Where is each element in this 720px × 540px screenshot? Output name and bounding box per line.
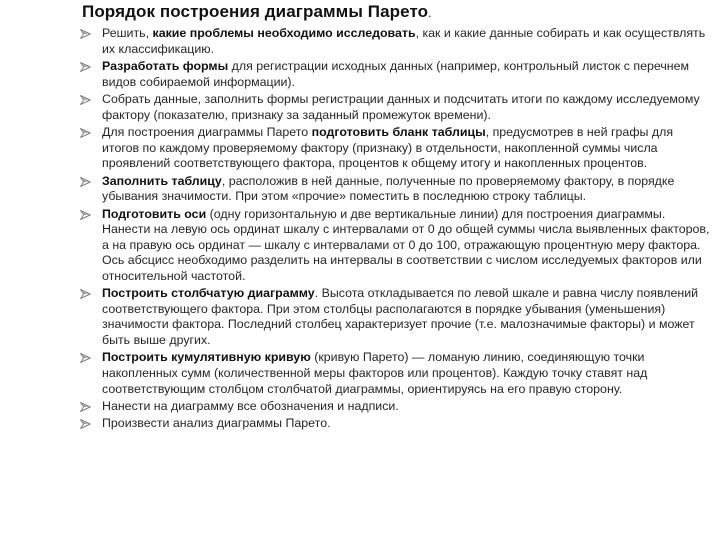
list-item [80, 125, 710, 172]
list-item-text [102, 59, 689, 89]
list-item-text [102, 26, 705, 56]
list-item [80, 207, 710, 285]
list-item [80, 416, 710, 432]
arrowhead-bullet-icon [80, 95, 91, 105]
list-item-emphasis: Построить столбчатую диаграмму [102, 286, 315, 301]
list-item-text [102, 92, 700, 122]
steps-list [80, 26, 710, 434]
list-item-text [102, 174, 674, 204]
list-item-text [102, 350, 647, 395]
list-item-emphasis: какие проблемы необходимо исследовать [152, 26, 416, 40]
list-item-text [102, 286, 698, 347]
list-item-run: , предусмотрев в ней графы для итогов по каждому проверяемому фактору (признаку) в отдельности, накопленной суммы числа проявлений соответствующего фактора, процентов к общему итогу и накопленных процентов. [102, 124, 674, 171]
arrowhead-bullet-icon [80, 210, 91, 220]
list-item-run: (одну горизонтальную и две вертикальные линии) для построения диаграммы. Нанести на левую ось ординат шкалу с интервалами от 0 до общей суммы числа выявленных факторов, а на правую ось ординат — шкалу с интервалами от 0 до 100, отражающую процентную меру фактора. Ось абсцисс необходимо разделить на интервалы в соответствии с числом исследуемых факторов или относительной частотой. [102, 206, 710, 283]
arrowhead-bullet-icon [80, 353, 91, 363]
list-item-run: Собрать данные, заполнить формы регистрации данных и подсчитать итоги по каждому исследуемому фактору (показателю, признаку за заданный промежуток времени). [102, 91, 700, 122]
list-item-text [102, 399, 399, 413]
list-item-text [102, 125, 673, 170]
arrowhead-bullet-icon [80, 177, 91, 187]
list-item-run: Решить, [102, 26, 153, 40]
list-item [80, 286, 710, 348]
list-item [80, 92, 710, 123]
list-item [80, 26, 710, 57]
list-item-run: Для построения диаграммы Парето [102, 124, 312, 139]
list-item-emphasis: Разработать формы [102, 58, 229, 73]
list-item-emphasis: Заполнить таблицу [102, 173, 222, 188]
list-item-text [102, 207, 709, 283]
slide-title [82, 2, 432, 22]
list-item-run: Нанести на диаграмму все обозначения и надписи. [102, 399, 399, 414]
arrowhead-bullet-icon [80, 419, 91, 429]
slide-title-dot: . [428, 6, 432, 20]
list-item-run: Произвести анализ диаграммы Парето. [102, 416, 331, 431]
list-item [80, 174, 710, 205]
list-item-emphasis: подготовить бланк таблицы [311, 124, 486, 139]
arrowhead-bullet-icon [80, 29, 91, 39]
list-item [80, 399, 710, 415]
list-item-run: для регистрации исходных данных (например, контрольный листок с перечнем видов собираемой информации). [102, 58, 690, 89]
list-item-emphasis: Построить кумулятивную кривую [102, 350, 311, 365]
arrowhead-bullet-icon [80, 289, 91, 299]
arrowhead-bullet-icon [80, 402, 91, 412]
list-item [80, 59, 710, 90]
list-item-run: (кривую Парето) — ломаную линию, соединяющую точки накопленных сумм (количественной меры факторов или процентов). Каждую точку ставят над соответствующим столбцом столбчатой диаграммы, ориентируясь на его правую сторону. [102, 350, 648, 396]
slide-title-text: Порядок построения диаграммы Парето [82, 2, 429, 21]
arrowhead-bullet-icon [80, 62, 91, 72]
list-item-run: , расположив в ней данные, полученные по проверяемому фактору, в порядке убывания значимости. При этом «прочие» поместить в последнюю строку таблицы. [102, 173, 675, 204]
list-item [80, 350, 710, 397]
list-item-text [102, 416, 331, 430]
list-item-run: . Высота откладывается по левой шкале и равна числу появлений соответствующего фактора. При этом столбцы располагаются в порядке убывания (уменьшения) значимости фактора. Последний столбец характеризует прочие (т.е. малозначимые факторы) и может быть выше других. [102, 286, 699, 348]
list-item-emphasis: Подготовить оси [102, 206, 207, 221]
list-item-run: , как и какие данные собирать и как осуществлять их классификацию. [102, 26, 706, 56]
arrowhead-bullet-icon [80, 128, 91, 138]
